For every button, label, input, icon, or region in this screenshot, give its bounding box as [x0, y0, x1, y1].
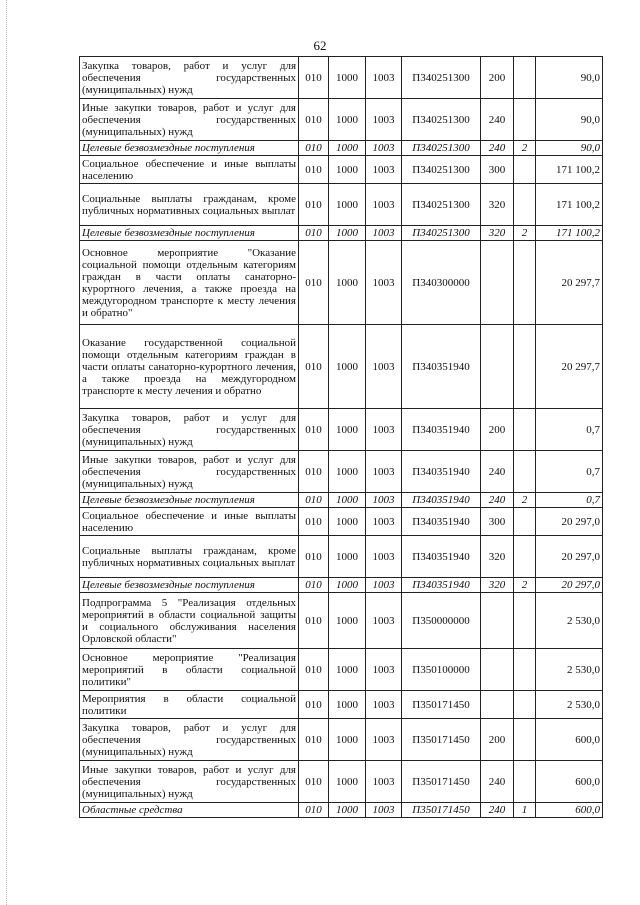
- row-code-subsection: 1003: [366, 536, 402, 578]
- row-code-admin: 010: [299, 184, 329, 226]
- row-code-admin: 010: [299, 493, 329, 508]
- row-code-section: 1000: [329, 593, 366, 649]
- row-code-section: 1000: [329, 141, 366, 156]
- row-code-section: 1000: [329, 325, 366, 409]
- table-row: [80, 226, 603, 241]
- row-code-target: П340351940: [402, 409, 481, 451]
- row-code-subsection: 1003: [366, 241, 402, 325]
- table-row: [80, 508, 603, 536]
- row-code-target: П340251300: [402, 57, 481, 99]
- row-code-expense-type: 200: [481, 57, 514, 99]
- row-sum: 0,7: [536, 493, 603, 508]
- row-code-subsection: 1003: [366, 649, 402, 691]
- row-code-target: П340351940: [402, 493, 481, 508]
- row-name: Подпрограмма 5 "Реализация отдельных мероприятий в области социальной защиты и социального обслуживания населения Орловской области": [80, 593, 299, 649]
- row-code-expense-type: 320: [481, 578, 514, 593]
- row-code-source: [514, 156, 536, 184]
- row-code-admin: 010: [299, 691, 329, 719]
- table-row: [80, 493, 603, 508]
- row-sum: 20 297,0: [536, 536, 603, 578]
- table-row: [80, 593, 603, 649]
- row-code-subsection: 1003: [366, 325, 402, 409]
- row-sum: 90,0: [536, 141, 603, 156]
- row-code-admin: 010: [299, 719, 329, 761]
- table-row: [80, 156, 603, 184]
- row-code-section: 1000: [329, 691, 366, 719]
- row-code-section: 1000: [329, 241, 366, 325]
- table-row: [80, 691, 603, 719]
- row-code-source: 2: [514, 226, 536, 241]
- row-code-target: П350000000: [402, 593, 481, 649]
- row-code-source: [514, 241, 536, 325]
- row-code-admin: 010: [299, 241, 329, 325]
- row-code-target: П350171450: [402, 803, 481, 818]
- row-code-expense-type: [481, 649, 514, 691]
- row-code-source: [514, 451, 536, 493]
- row-code-subsection: 1003: [366, 141, 402, 156]
- row-code-source: [514, 719, 536, 761]
- row-name: Закупка товаров, работ и услуг для обеспечения государственных (муниципальных) нужд: [80, 409, 299, 451]
- row-name: Социальное обеспечение и иные выплаты населению: [80, 156, 299, 184]
- row-name: Мероприятия в области социальной политики: [80, 691, 299, 719]
- row-code-target: П340351940: [402, 508, 481, 536]
- row-code-expense-type: [481, 241, 514, 325]
- row-sum: 600,0: [536, 719, 603, 761]
- row-code-admin: 010: [299, 156, 329, 184]
- row-name: Основное мероприятие "Оказание социальной помощи отдельным категориям граждан в части оплаты санаторно-курортного лечения, а также проезда на междугородном транспорте к месту лечения и обратно": [80, 241, 299, 325]
- row-name: Иные закупки товаров, работ и услуг для обеспечения государственных (муниципальных) нужд: [80, 761, 299, 803]
- row-code-subsection: 1003: [366, 691, 402, 719]
- table-row: [80, 184, 603, 226]
- row-code-subsection: 1003: [366, 508, 402, 536]
- row-sum: 600,0: [536, 761, 603, 803]
- row-sum: 20 297,7: [536, 241, 603, 325]
- row-name: Областные средства: [80, 803, 299, 818]
- row-code-section: 1000: [329, 803, 366, 818]
- row-code-source: [514, 536, 536, 578]
- row-code-admin: 010: [299, 593, 329, 649]
- row-code-source: [514, 184, 536, 226]
- row-sum: 171 100,2: [536, 226, 603, 241]
- row-code-subsection: 1003: [366, 409, 402, 451]
- row-code-source: [514, 508, 536, 536]
- row-code-expense-type: 240: [481, 493, 514, 508]
- table-row: [80, 649, 603, 691]
- row-code-admin: 010: [299, 451, 329, 493]
- table-row: [80, 761, 603, 803]
- row-code-source: [514, 57, 536, 99]
- row-code-subsection: 1003: [366, 803, 402, 818]
- row-sum: 600,0: [536, 803, 603, 818]
- page-number: 62: [313, 38, 327, 53]
- row-code-section: 1000: [329, 508, 366, 536]
- row-name: Целевые безвозмездные поступления: [80, 226, 299, 241]
- row-code-expense-type: 240: [481, 761, 514, 803]
- row-code-section: 1000: [329, 493, 366, 508]
- row-code-target: П350171450: [402, 691, 481, 719]
- row-code-target: П340351940: [402, 451, 481, 493]
- row-code-subsection: 1003: [366, 578, 402, 593]
- table-row: [80, 719, 603, 761]
- row-sum: 0,7: [536, 451, 603, 493]
- row-sum: 20 297,0: [536, 508, 603, 536]
- row-code-subsection: 1003: [366, 226, 402, 241]
- row-code-target: П340351940: [402, 578, 481, 593]
- row-code-expense-type: 320: [481, 184, 514, 226]
- row-code-expense-type: 200: [481, 719, 514, 761]
- row-code-section: 1000: [329, 578, 366, 593]
- row-code-section: 1000: [329, 226, 366, 241]
- row-code-admin: 010: [299, 761, 329, 803]
- row-code-source: [514, 761, 536, 803]
- table-row: [80, 409, 603, 451]
- row-sum: 0,7: [536, 409, 603, 451]
- row-code-subsection: 1003: [366, 593, 402, 649]
- row-code-source: [514, 409, 536, 451]
- row-code-admin: 010: [299, 649, 329, 691]
- table-row: [80, 325, 603, 409]
- row-code-expense-type: 320: [481, 536, 514, 578]
- row-sum: 20 297,7: [536, 325, 603, 409]
- row-code-source: [514, 593, 536, 649]
- row-sum: 171 100,2: [536, 184, 603, 226]
- row-sum: 90,0: [536, 57, 603, 99]
- row-name: Социальные выплаты гражданам, кроме публичных нормативных социальных выплат: [80, 184, 299, 226]
- row-sum: 90,0: [536, 99, 603, 141]
- row-code-admin: 010: [299, 508, 329, 536]
- table-row: [80, 57, 603, 99]
- row-code-expense-type: 240: [481, 451, 514, 493]
- row-code-subsection: 1003: [366, 156, 402, 184]
- budget-table: [79, 56, 603, 818]
- row-code-section: 1000: [329, 184, 366, 226]
- row-code-expense-type: [481, 593, 514, 649]
- row-code-subsection: 1003: [366, 184, 402, 226]
- row-code-section: 1000: [329, 536, 366, 578]
- row-code-target: П340251300: [402, 141, 481, 156]
- row-code-source: 2: [514, 141, 536, 156]
- row-name: Иные закупки товаров, работ и услуг для обеспечения государственных (муниципальных) нужд: [80, 99, 299, 141]
- row-code-target: П340351940: [402, 325, 481, 409]
- row-code-target: П340251300: [402, 226, 481, 241]
- row-code-source: [514, 691, 536, 719]
- row-code-admin: 010: [299, 57, 329, 99]
- table-row: [80, 241, 603, 325]
- row-code-section: 1000: [329, 451, 366, 493]
- table-row: [80, 536, 603, 578]
- row-code-subsection: 1003: [366, 99, 402, 141]
- row-code-expense-type: 300: [481, 508, 514, 536]
- row-code-target: П350100000: [402, 649, 481, 691]
- row-code-expense-type: [481, 325, 514, 409]
- row-sum: 171 100,2: [536, 156, 603, 184]
- row-code-expense-type: 320: [481, 226, 514, 241]
- row-code-admin: 010: [299, 226, 329, 241]
- row-code-expense-type: 240: [481, 99, 514, 141]
- row-code-target: П350171450: [402, 761, 481, 803]
- row-code-admin: 010: [299, 578, 329, 593]
- row-code-subsection: 1003: [366, 719, 402, 761]
- row-code-expense-type: 240: [481, 141, 514, 156]
- row-name: Закупка товаров, работ и услуг для обеспечения государственных (муниципальных) нужд: [80, 57, 299, 99]
- row-code-section: 1000: [329, 719, 366, 761]
- row-code-admin: 010: [299, 325, 329, 409]
- row-sum: 2 530,0: [536, 593, 603, 649]
- row-code-subsection: 1003: [366, 451, 402, 493]
- row-name: Целевые безвозмездные поступления: [80, 141, 299, 156]
- row-name: Социальное обеспечение и иные выплаты населению: [80, 508, 299, 536]
- table-row: [80, 99, 603, 141]
- row-code-admin: 010: [299, 803, 329, 818]
- row-code-source: 2: [514, 493, 536, 508]
- row-sum: 20 297,0: [536, 578, 603, 593]
- row-code-section: 1000: [329, 156, 366, 184]
- row-name: Социальные выплаты гражданам, кроме публичных нормативных социальных выплат: [80, 536, 299, 578]
- row-code-target: П340251300: [402, 99, 481, 141]
- row-code-section: 1000: [329, 57, 366, 99]
- row-code-subsection: 1003: [366, 761, 402, 803]
- row-code-section: 1000: [329, 99, 366, 141]
- row-code-target: П340351940: [402, 536, 481, 578]
- scan-edge-marks: [6, 0, 11, 905]
- row-sum: 2 530,0: [536, 691, 603, 719]
- table-row: [80, 451, 603, 493]
- row-code-expense-type: 200: [481, 409, 514, 451]
- row-code-source: [514, 649, 536, 691]
- row-name: Оказание государственной социальной помощи отдельным категориям граждан в части оплаты санаторно-курортного лечения, а также проезда на междугородном транспорте к месту лечения и обратно: [80, 325, 299, 409]
- row-code-expense-type: 240: [481, 803, 514, 818]
- row-code-target: П340251300: [402, 184, 481, 226]
- row-name: Основное мероприятие "Реализация мероприятий в области социальной политики": [80, 649, 299, 691]
- row-name: Целевые безвозмездные поступления: [80, 578, 299, 593]
- row-code-admin: 010: [299, 409, 329, 451]
- row-name: Иные закупки товаров, работ и услуг для обеспечения государственных (муниципальных) нужд: [80, 451, 299, 493]
- row-code-target: П340300000: [402, 241, 481, 325]
- row-name: Целевые безвозмездные поступления: [80, 493, 299, 508]
- row-code-admin: 010: [299, 99, 329, 141]
- table-row: [80, 803, 603, 818]
- row-code-section: 1000: [329, 409, 366, 451]
- row-code-source: [514, 325, 536, 409]
- row-code-target: П350171450: [402, 719, 481, 761]
- row-code-admin: 010: [299, 141, 329, 156]
- row-code-target: П340251300: [402, 156, 481, 184]
- row-sum: 2 530,0: [536, 649, 603, 691]
- row-name: Закупка товаров, работ и услуг для обеспечения государственных (муниципальных) нужд: [80, 719, 299, 761]
- row-code-subsection: 1003: [366, 493, 402, 508]
- row-code-expense-type: 300: [481, 156, 514, 184]
- row-code-subsection: 1003: [366, 57, 402, 99]
- row-code-section: 1000: [329, 649, 366, 691]
- row-code-expense-type: [481, 691, 514, 719]
- row-code-section: 1000: [329, 761, 366, 803]
- table-row: [80, 578, 603, 593]
- row-code-source: [514, 99, 536, 141]
- row-code-source: 2: [514, 578, 536, 593]
- row-code-admin: 010: [299, 536, 329, 578]
- table-row: [80, 141, 603, 156]
- row-code-source: 1: [514, 803, 536, 818]
